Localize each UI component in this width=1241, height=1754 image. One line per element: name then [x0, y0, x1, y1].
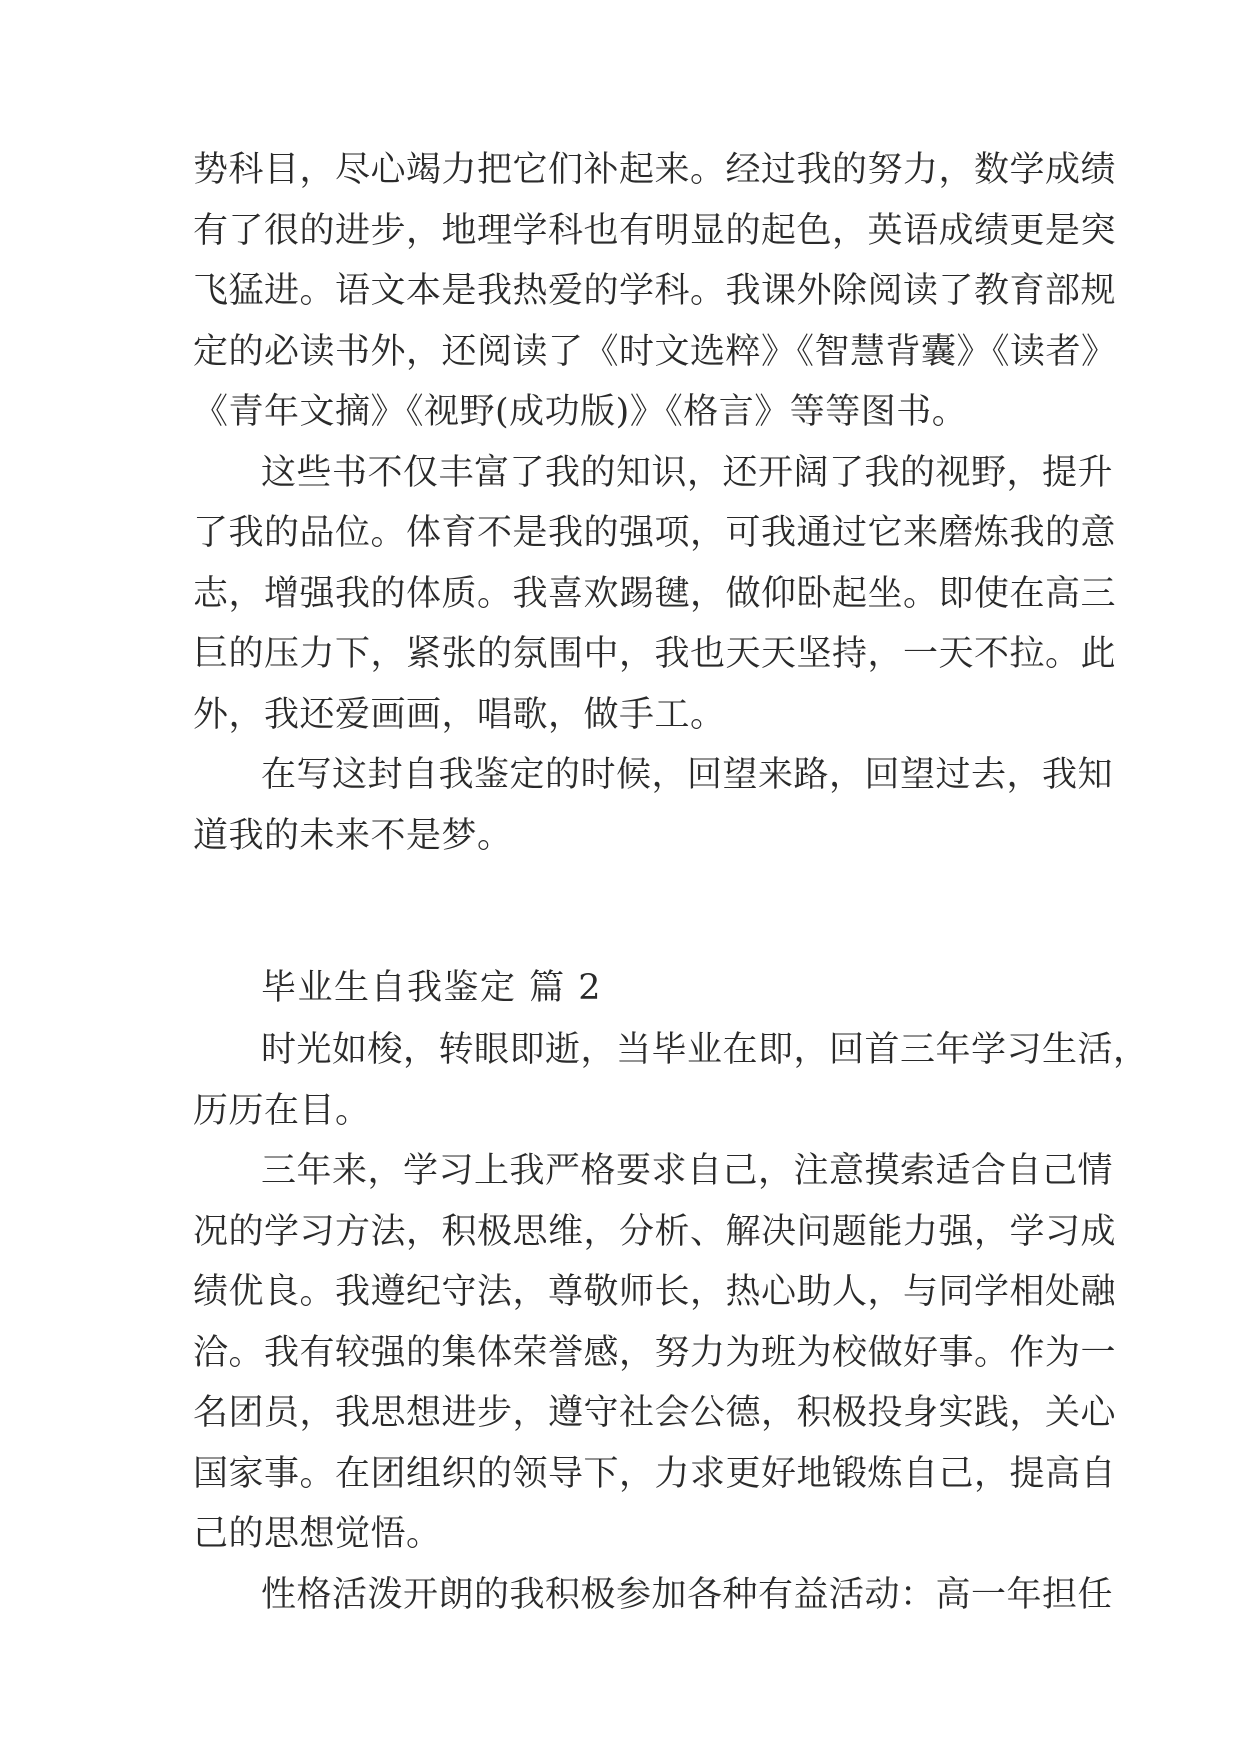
text-line: 历历在目。	[193, 1090, 371, 1131]
text-line: 志，增强我的体质。我喜欢踢毽，做仰卧起坐。即使在高三	[193, 573, 1117, 614]
text-line: 巨的压力下，紧张的氛围中，我也天天坚持，一天不拉。此	[193, 634, 1117, 674]
text-line: 性格活泼开朗的我积极参加各种有益活动：高一年担任	[261, 1574, 1114, 1615]
text-line: 这些书不仅丰富了我的知识，还开阔了我的视野，提升	[261, 452, 1114, 493]
paragraph	[193, 140, 1117, 443]
text-line: 定的必读书外，还阅读了《时文选粹》《智慧背囊》《读者》	[193, 331, 1117, 372]
text-line: 有了很的进步，地理学科也有明显的起色，英语成绩更是突	[193, 210, 1117, 251]
section-spacer	[193, 866, 1053, 956]
text-line: 己的思想觉悟。	[193, 1514, 442, 1554]
text-line: 名团员，我思想进步，遵守社会公德，积极投身实践，关心	[193, 1393, 1117, 1433]
text-line: 道我的未来不是梦。	[193, 815, 513, 856]
text-line: 了我的品位。体育不是我的强项，可我通过它来磨炼我的意	[193, 513, 1117, 553]
text-line: 势科目，尽心竭力把它们补起来。经过我的努力，数学成绩	[193, 150, 1117, 190]
text-line: 洽。我有较强的集体荣誉感，努力为班为校做好事。作为一	[193, 1332, 1117, 1373]
text-line: 在写这封自我鉴定的时候，回望来路，回望过去，我知	[261, 755, 1114, 795]
paragraph	[193, 745, 1114, 866]
text-line: 时光如梭，转眼即逝，当毕业在即，回首三年学习生活，	[261, 1030, 1149, 1070]
text-line: 国家事。在团组织的领导下，力求更好地锻炼自己，提高自	[193, 1453, 1117, 1494]
text-line: 外，我还爱画画，唱歌，做手工。	[193, 694, 726, 735]
paragraph	[193, 1141, 1117, 1565]
section-heading: 毕业生自我鉴定 篇 2	[261, 968, 603, 1008]
paragraph	[193, 443, 1117, 746]
text-line: 三年来，学习上我严格要求自己，注意摸索适合自己情	[261, 1151, 1114, 1191]
text-line: 绩优良。我遵纪守法，尊敬师长，热心助人，与同学相处融	[193, 1272, 1117, 1312]
document-body	[193, 140, 1149, 1625]
paragraph	[193, 1565, 1114, 1626]
text-line: 《青年文摘》《视野(成功版)》《格言》等等图书。	[193, 392, 968, 432]
text-line: 飞猛进。语文本是我热爱的学科。我课外除阅读了教育部规	[193, 271, 1117, 311]
text-line: 况的学习方法，积极思维，分析、解决问题能力强，学习成	[193, 1211, 1117, 1252]
paragraph	[193, 1020, 1149, 1141]
